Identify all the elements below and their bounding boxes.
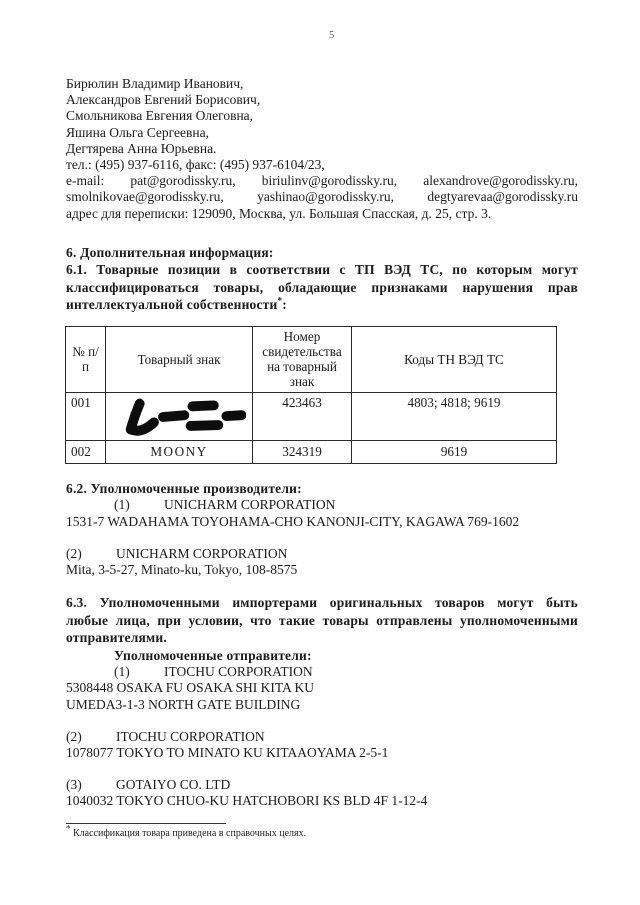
column-header-trademark: Товарный знак: [106, 326, 253, 392]
column-header-num: № п/п: [66, 326, 106, 392]
trademark-logo-cell: [106, 392, 253, 440]
section-6-3-line: любые лица, при условии, что такие товары отправлены уполномоченными: [66, 612, 578, 628]
entry-number: (2): [66, 728, 82, 744]
producer-entry: [66, 546, 578, 578]
sender-entry: [66, 777, 578, 809]
footnote-rule: [66, 823, 226, 824]
certificate-number-cell: 423463: [253, 392, 352, 440]
company-address: 1040032 TOKYO CHUO-KU HATCHOBORI KS BLD 4F 1-12-4: [66, 793, 428, 809]
section-6-3-line: 6.3. Уполномоченными импортерами оригинальных товаров могут быть: [66, 595, 578, 611]
company-name: UNICHARM CORPORATION: [116, 545, 288, 561]
company-name: GOTAIYO CO. LTD: [116, 777, 231, 793]
company-name: ITOCHU CORPORATION: [164, 664, 313, 680]
producer-entry: [66, 497, 578, 529]
footnote-marker: *: [277, 295, 283, 306]
authorized-senders-subtitle: Уполномоченные отправители:: [114, 647, 312, 663]
contact-name: Александров Евгений Борисович,: [66, 92, 261, 108]
entry-number: (2): [66, 545, 82, 561]
producer-entry-header: [66, 497, 578, 513]
email-line-2: smolnikovae@gorodissky.ru, yashinao@gorodissky.ru, degtyarevaa@gorodissky.ru: [66, 189, 578, 205]
contact-name: Смольникова Евгения Олеговна,: [66, 108, 254, 124]
table-row: [66, 392, 557, 440]
phone-fax-line: тел.: (495) 937-6116, факс: (495) 937-6104/23,: [66, 157, 325, 173]
company-name: ITOCHU CORPORATION: [116, 728, 265, 744]
section-6-title: 6. Дополнительная информация:: [66, 244, 274, 260]
sender-entry-header: [66, 664, 578, 680]
section-6-1-paragraph: [66, 261, 578, 314]
row-number-cell: 002: [66, 440, 106, 463]
company-address: 1531-7 WADAHAMA TOYOHAMA-CHO KANONJI-CITY, KAGAWA 769-1602: [66, 513, 520, 529]
trademark-name-cell: MOONY: [106, 440, 253, 463]
codes-cell: 4803; 4818; 9619: [352, 392, 557, 440]
section-6-1-line: интеллектуальной собственности*:: [66, 295, 287, 313]
page-number: 5: [329, 30, 335, 41]
table-row: [66, 440, 557, 463]
column-header-certificate: Номер свидетельства на товарный знак: [253, 326, 352, 392]
section-6-1-line: 6.1. Товарные позиции в соответствии с ТП ВЭД ТС, по которым могут: [66, 262, 578, 278]
sender-entry: [66, 664, 578, 713]
entry-number: (1): [114, 664, 130, 680]
company-name: UNICHARM CORPORATION: [164, 497, 336, 513]
column-header-codes: Коды ТН ВЭД ТС: [352, 326, 557, 392]
moony-katakana-logo-image: [112, 396, 246, 438]
contact-name: Бирюлин Владимир Иванович,: [66, 76, 244, 91]
contact-name: Яшина Ольга Сергеевна,: [66, 124, 209, 140]
contact-name: Дегтярева Анна Юрьевна.: [66, 140, 217, 156]
certificate-number-cell: 324319: [253, 440, 352, 463]
sender-entry-header: [66, 729, 578, 745]
sender-entry: [66, 729, 578, 761]
footnote: [66, 823, 546, 840]
sender-entry-header: [66, 777, 578, 793]
company-address: Mita, 3-5-27, Minato-ku, Tokyo, 108-8575: [66, 561, 298, 577]
row-number-cell: 001: [66, 392, 106, 440]
company-address: UMEDA3-1-3 NORTH GATE BUILDING: [66, 696, 301, 712]
document-body: [66, 76, 578, 810]
postal-address-line: адрес для переписки: 129090, Москва, ул. Большая Спасская, д. 25, стр. 3.: [66, 205, 492, 221]
company-address: 5308448 OSAKA FU OSAKA SHI KITA KU: [66, 680, 314, 696]
footnote-marker: *: [66, 823, 71, 834]
trademark-table: [65, 326, 557, 464]
section-6-1-line: классифицироваться товары, обладающие признаками нарушения прав: [66, 279, 578, 295]
contact-block: [66, 76, 578, 222]
section-6-2-title: 6.2. Уполномоченные производители:: [66, 480, 302, 496]
entry-number: (1): [114, 497, 130, 513]
entry-number: (3): [66, 777, 82, 793]
codes-cell: 9619: [352, 440, 557, 463]
producer-entry-header: [66, 546, 578, 562]
table-header-row: [66, 326, 557, 392]
company-address: 1078077 TOKYO TO MINATO KU KITAAOYAMA 2-5-1: [66, 744, 389, 760]
email-line-1: e-mail: pat@gorodissky.ru, biriulinv@gorodissky.ru, alexandrove@gorodissky.ru,: [66, 173, 578, 189]
footnote-text: * Классификация товара приведена в справочных целях.: [66, 823, 307, 839]
section-6-3-paragraph: [66, 594, 578, 647]
section-6-3-line: отправителями.: [66, 630, 167, 646]
